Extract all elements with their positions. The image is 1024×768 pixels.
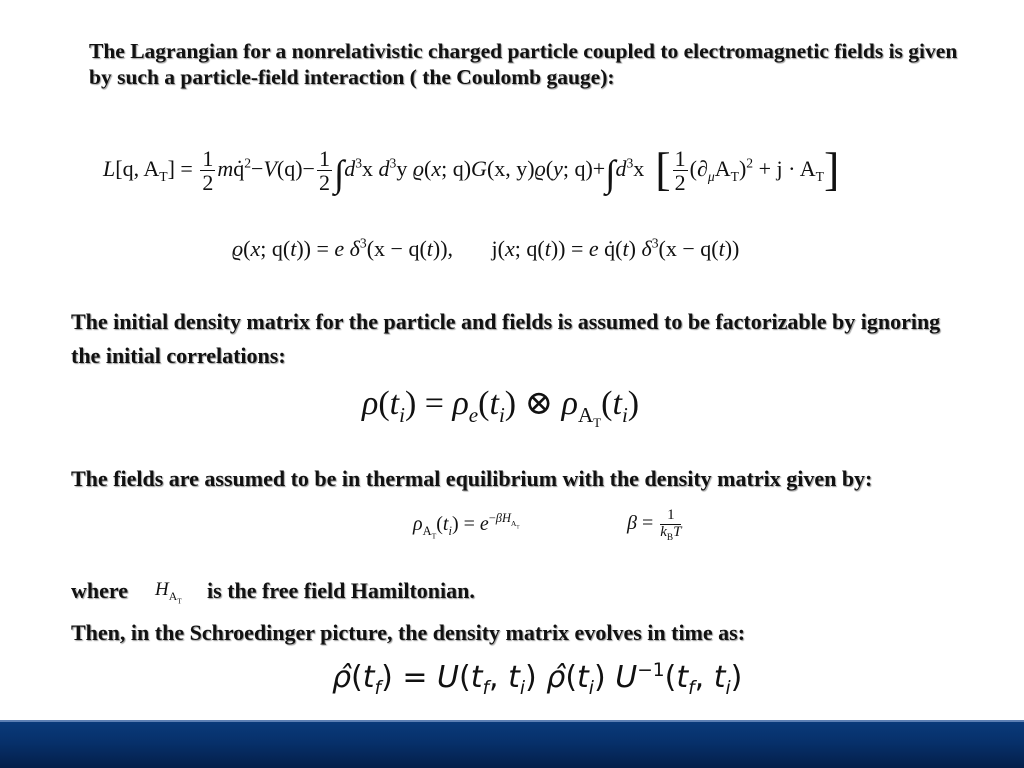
thermal-equilibrium-paragraph: The fields are assumed to be in thermal equilibrium with the density matrix given by: xyxy=(71,466,873,491)
density-matrix-evolution-equation: $\rhô(t_f) = U(t_f$, $t_i$) $\rhô(t_i)$ $U^{-1}(t_f$, $t_i$) xyxy=(332,660,743,699)
thermal-density-matrix-equation: $\rho_{A_T}(t_i) = e^{-\beta H_{A_T}}$ xyxy=(413,511,520,541)
lagrangian-equation: L[q, $A_T$] = $\frac{1}{2}$ mq̇$^2$−V(q)− $\frac{1}{2}$ $\int d^3x$ $d^3y$ ϱ(x; q)G(x, y)ϱ(y; $q)+\int d^3x$ [ $\frac{1}{2}$ $(\partial_\mu A_T)^2 + j \cdot A_T$] xyxy=(103,144,840,196)
where-prefix: where xyxy=(71,578,129,603)
evolution-paragraph: Then, in the Schroedinger picture, the density matrix evolves in time as: xyxy=(71,620,746,645)
charge-current-density-equation: ϱ(x; q(t)) = e $\delta^3(x - q(t))$, j(x; q(t)) = e q̇(t) $\delta^3(x - q(t))$ xyxy=(232,235,740,261)
where-suffix: is the free field Hamiltonian. xyxy=(207,578,475,603)
intro-paragraph: The Lagrangian for a nonrelativistic charged particle coupled to electromagnetic fields is given by such a particle-field interaction ( the Coulomb gauge): xyxy=(89,39,958,89)
initial-density-matrix-equation: $\rho(t_i) = \rho_e(t_i)$ ⊗ $\rho_{A_T}(t_i)$ xyxy=(362,385,640,430)
beta-definition-equation: β = $\frac{1}{k_BT}$ xyxy=(627,507,682,543)
density-matrix-paragraph: The initial density matrix for the particle and fields is assumed to be factorizable by ignoring the initial correlations: xyxy=(71,309,941,368)
free-field-hamiltonian-symbol: $H_{A_T}$ xyxy=(155,579,182,606)
footer-bar xyxy=(0,722,1024,768)
